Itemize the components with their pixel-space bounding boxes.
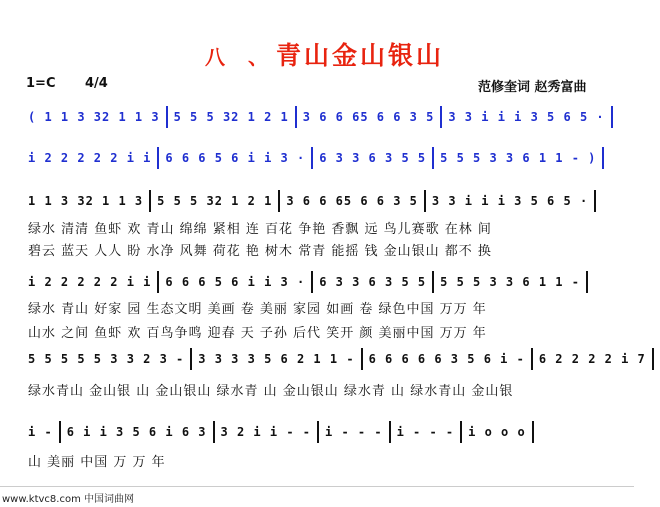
barline: [295, 106, 297, 128]
measure: 5 5 5 32 1 2 1: [173, 110, 289, 124]
section-number: 八 、: [205, 45, 276, 69]
barline: [424, 190, 426, 212]
lyric-line: 山 美丽 中国 万 万 年: [28, 455, 166, 470]
measure: 6 6 6 5 6 i i 3 ·: [165, 275, 306, 289]
notation-line: [28, 106, 628, 130]
lyric-line: 绿水 青山 好家 园 生态文明 美画 卷 美丽 家园 如画 卷 绿色中国 万万 年: [28, 302, 487, 317]
barline: [432, 271, 434, 293]
key-signature: 1=C: [26, 76, 56, 91]
barline: [157, 271, 159, 293]
barline: [652, 348, 654, 370]
barline: [59, 421, 61, 443]
notation-line: [28, 348, 646, 372]
time-signature: 4/4: [85, 76, 108, 91]
song-title: [205, 36, 444, 72]
notation-line: [28, 421, 628, 445]
barline: [149, 190, 151, 212]
barline: [361, 348, 363, 370]
measure: 6 6 6 6 6 3 5 6 i -: [368, 352, 525, 366]
lyric-line: 山水 之间 鱼虾 欢 百鸟争鸣 迎春 天 子孙 后代 笑开 颜 美丽中国 万万 年: [28, 326, 487, 341]
barline: [213, 421, 215, 443]
measure: i 2 2 2 2 2 i i: [28, 275, 152, 289]
barline: [594, 190, 596, 212]
barline: [531, 348, 533, 370]
composer-credit: 范修奎词 赵秀富曲: [478, 80, 587, 95]
measure: 3 2 i i - -: [220, 425, 311, 439]
barline: [432, 147, 434, 169]
measure: 6 3 3 6 3 5 5: [319, 275, 427, 289]
measure: 6 2 2 2 2 i 7: [538, 352, 646, 366]
measure: 5 5 5 3 3 6 1 1 -: [440, 275, 580, 289]
barline: [190, 348, 192, 370]
measure: i - - -: [325, 425, 383, 439]
notation-line: [28, 271, 628, 295]
lyric-line: 绿水青山 金山银 山 金山银山 绿水青 山 金山银山 绿水青 山 绿水青山 金山银: [28, 384, 514, 399]
barline: [532, 421, 534, 443]
barline: [166, 106, 168, 128]
measure: 3 3 3 3 5 6 2 1 1 -: [198, 352, 355, 366]
site-watermark: www.ktvc8.com 中国词曲网: [2, 494, 135, 505]
barline: [602, 147, 604, 169]
measure: 3 3 i i i 3 5 6 5 ·: [431, 194, 589, 208]
measure: i -: [28, 425, 53, 439]
barline: [311, 271, 313, 293]
barline: [460, 421, 462, 443]
measure: i - - -: [396, 425, 455, 439]
lyric-line: 碧云 蓝天 人人 盼 水净 风舞 荷花 艳 树木 常青 能摇 钱 金山银山 都不 换: [28, 244, 492, 259]
measure: 6 3 3 6 3 5 5: [319, 151, 427, 165]
measure: 5 5 5 32 1 2 1: [157, 194, 273, 208]
barline: [440, 106, 442, 128]
lyric-line: 绿水 清清 鱼虾 欢 青山 绵绵 紧相 连 百花 争艳 香飘 远 鸟儿赛歌 在林 间: [28, 222, 492, 237]
measure: 6 6 6 5 6 i i 3 ·: [165, 151, 306, 165]
measure: i o o o: [468, 425, 526, 439]
measure: 3 6 6 65 6 6 3 5: [286, 194, 418, 208]
measure: 6 i i 3 5 6 i 6 3: [66, 425, 207, 439]
measure: 5 5 5 3 3 6 1 1 - ): [440, 151, 597, 165]
measure: i 2 2 2 2 2 i i: [28, 151, 152, 165]
title-text: 青山金山银山: [275, 41, 444, 70]
measure: 1 1 3 32 1 1 3: [28, 194, 144, 208]
notation-line: [28, 190, 628, 214]
measure: 3 3 i i i 3 5 6 5 ·: [448, 110, 605, 124]
barline: [586, 271, 588, 293]
measure: 5 5 5 5 5 3 3 2 3 -: [28, 352, 185, 366]
measure: ( 1 1 3 32 1 1 3: [28, 110, 160, 124]
footer-divider: [0, 486, 634, 487]
barline: [278, 190, 280, 212]
barline: [611, 106, 613, 128]
measure: 3 6 6 65 6 6 3 5: [302, 110, 435, 124]
notation-line: [28, 147, 628, 171]
barline: [317, 421, 319, 443]
barline: [157, 147, 159, 169]
barline: [389, 421, 391, 443]
barline: [311, 147, 313, 169]
